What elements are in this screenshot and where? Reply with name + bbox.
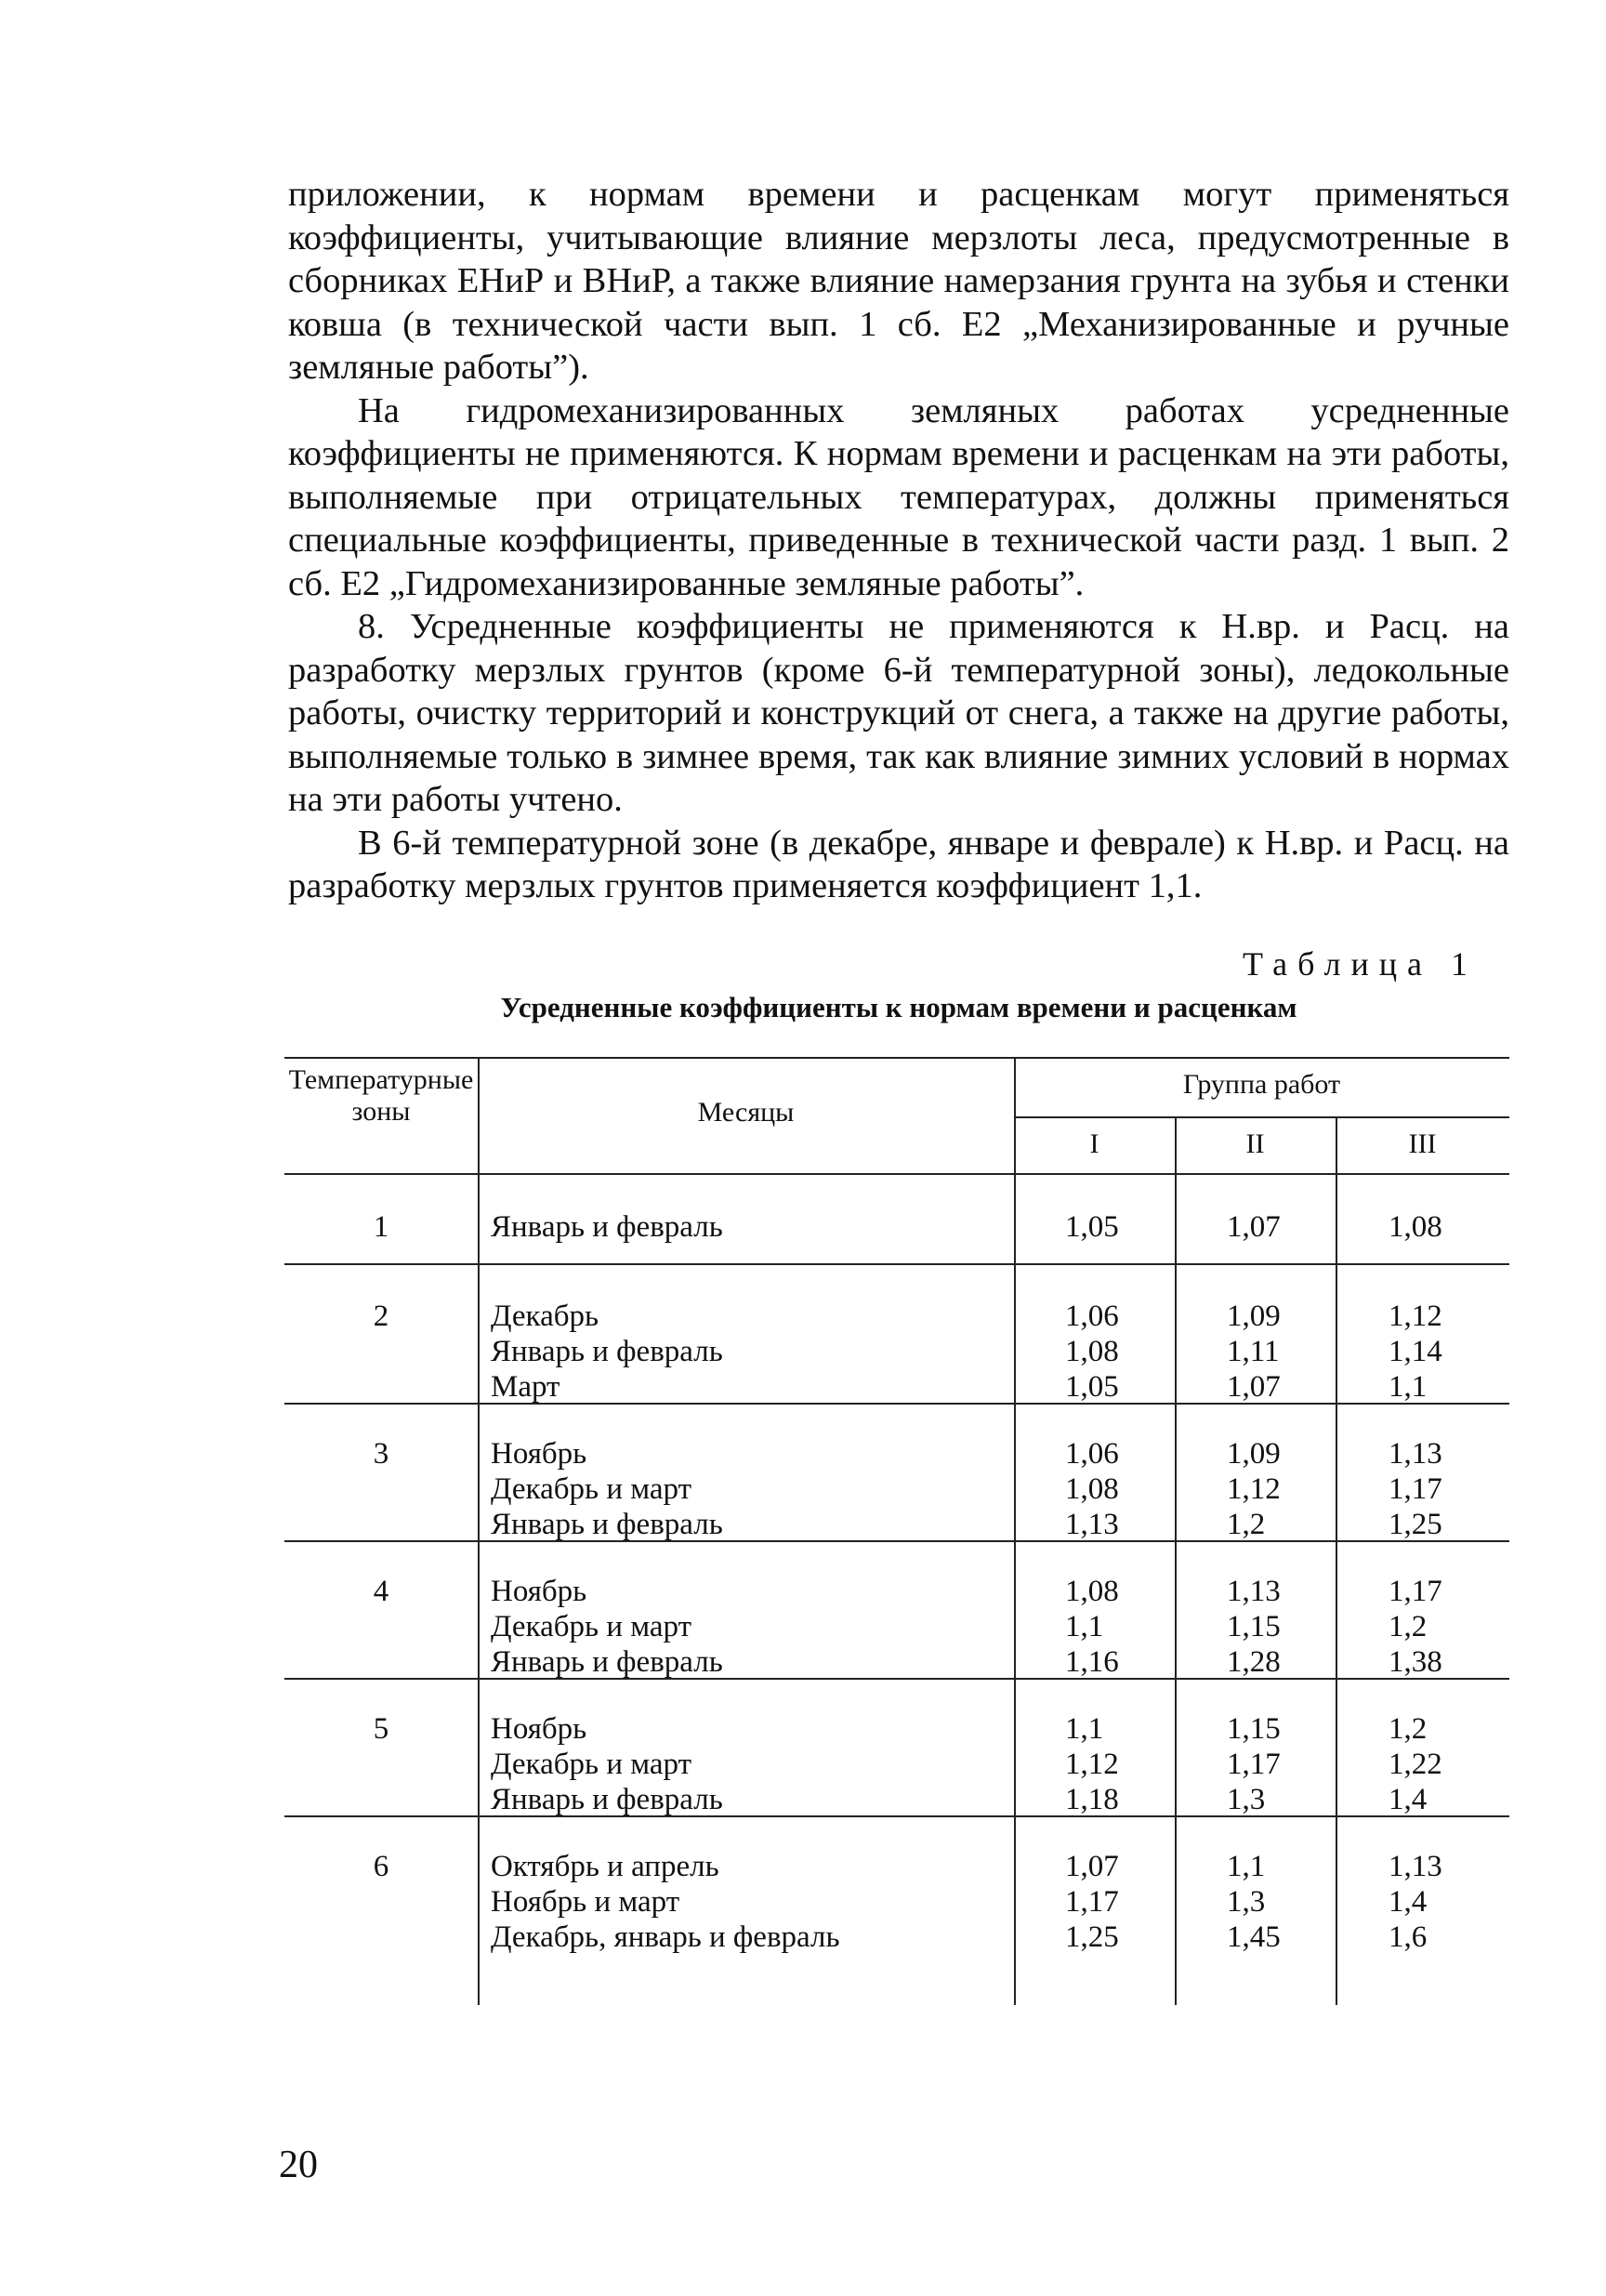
group-3-cell	[1389, 1209, 1500, 1245]
value-line: 1,2	[1389, 1712, 1428, 1746]
value-line: 1,08	[1065, 1575, 1119, 1608]
table-top-rule	[284, 1057, 1509, 1059]
value-line: 1,09	[1227, 1300, 1281, 1333]
value-line: 1,1	[1065, 1610, 1104, 1643]
value-line: 1,13	[1065, 1508, 1119, 1541]
group-3-cell	[1389, 1299, 1500, 1405]
value-line: 1,08	[1065, 1472, 1119, 1506]
paragraph-item-8: 8. Усредненные коэффициенты не применяются к Н.вр. и Расц. на разработку мерзлых грунтов (кроме 6-й температурной зоны), ледокольные работы, очистку территорий и конструкций от снега, а также на другие работы, выполняемые только в зимнее время, так как влияние зимних условий в нормах на эти работы учтено.	[288, 607, 1509, 819]
page-number: 20	[279, 2144, 318, 2186]
value-line: 1,28	[1227, 1645, 1281, 1679]
paragraph-continuation: приложении, к нормам времени и расценкам могут применяться коэффициенты, учитывающие влияние мерзлоты леса, предусмотренные в сборниках ЕНиР и ВНиР, а также влияние намерзания грунта на зубья и стенки ковша (в технической части вып. 1 сб. Е2 „Механизированные и ручные земляные работы”).	[288, 175, 1509, 387]
coefficients-table	[284, 1057, 1509, 2005]
month-line: Декабрь и март	[491, 1610, 692, 1643]
group-1-cell	[1065, 1436, 1228, 1542]
value-line: 1,25	[1389, 1508, 1442, 1541]
zone-cell: 3	[373, 1437, 389, 1471]
value-line: 1,15	[1227, 1610, 1281, 1643]
group-3-cell	[1389, 1711, 1500, 1817]
month-line: Январь и февраль	[491, 1335, 723, 1368]
month-line: Январь и февраль	[491, 1508, 723, 1541]
paragraph-hydromechanized: На гидромеханизированных земляных работах усредненные коэффициенты не применяются. К нормам времени и расценкам на эти работы, выполняемые при отрицательных температурах, должны применяться специальные коэффициенты, приведенные в технической части разд. 1 вып. 2 сб. Е2 „Гидромеханизированные земляные работы”.	[288, 390, 1509, 603]
value-line: 1,06	[1065, 1300, 1119, 1333]
group-2-cell	[1227, 1574, 1389, 1680]
value-line: 1,2	[1227, 1508, 1266, 1541]
group-header-rule	[1014, 1116, 1509, 1118]
group-2-cell	[1227, 1436, 1389, 1542]
value-line: 1,16	[1065, 1645, 1119, 1679]
value-line: 1,17	[1389, 1472, 1442, 1506]
month-line: Октябрь и апрель	[491, 1850, 719, 1883]
header-group-1: I	[1089, 1128, 1099, 1159]
value-line: 1,11	[1227, 1335, 1280, 1368]
value-line: 1,13	[1389, 1437, 1442, 1471]
value-line: 1,17	[1227, 1748, 1281, 1781]
month-line: Декабрь, январь и февраль	[491, 1920, 840, 1954]
value-line: 1,38	[1389, 1645, 1442, 1679]
value-line: 1,1	[1389, 1370, 1428, 1404]
value-line: 1,45	[1227, 1920, 1281, 1954]
zone-cell: 5	[373, 1712, 389, 1746]
header-months: Месяцы	[697, 1097, 795, 1128]
value-line: 1,12	[1227, 1472, 1281, 1506]
value-line: 1,14	[1389, 1335, 1442, 1368]
row-rule	[284, 1263, 1509, 1265]
value-line: 1,22	[1389, 1748, 1442, 1781]
group-1-cell	[1065, 1849, 1228, 1955]
month-line: Январь и февраль	[491, 1645, 723, 1679]
group-1-cell	[1065, 1209, 1228, 1245]
value-line: 1,1	[1227, 1850, 1266, 1883]
value-line: 1,3	[1227, 1783, 1266, 1816]
group-1-cell	[1065, 1574, 1228, 1680]
column-rule	[478, 1057, 480, 2005]
value-line: 1,2	[1389, 1610, 1428, 1643]
month-line: Декабрь и март	[491, 1748, 692, 1781]
header-group-3: III	[1408, 1128, 1437, 1159]
value-line: 1,05	[1065, 1210, 1119, 1244]
header-group-2: II	[1245, 1128, 1265, 1159]
header-group: Группа работ	[1182, 1069, 1341, 1100]
value-line: 1,3	[1227, 1885, 1266, 1919]
value-line: 1,17	[1065, 1885, 1119, 1919]
table-label: Таблица 1	[1243, 945, 1478, 983]
month-line: Ноябрь	[491, 1712, 587, 1746]
header-zones: Температурные зоны	[288, 1064, 474, 1127]
month-line: Декабрь и март	[491, 1472, 692, 1506]
month-line: Ноябрь и март	[491, 1885, 680, 1919]
month-line: Март	[491, 1370, 560, 1404]
group-1-cell	[1065, 1711, 1228, 1817]
group-3-cell	[1389, 1574, 1500, 1680]
value-line: 1,6	[1389, 1920, 1428, 1954]
table-caption: Усредненные коэффициенты к нормам времени и расценкам	[500, 991, 1297, 1023]
month-line: Ноябрь	[491, 1437, 587, 1471]
value-line: 1,17	[1389, 1575, 1442, 1608]
value-line: 1,18	[1065, 1783, 1119, 1816]
value-line: 1,06	[1065, 1437, 1119, 1471]
value-line: 1,08	[1389, 1210, 1442, 1244]
group-1-cell	[1065, 1299, 1228, 1405]
month-line: Январь и февраль	[491, 1210, 723, 1244]
value-line: 1,13	[1389, 1850, 1442, 1883]
value-line: 1,4	[1389, 1783, 1428, 1816]
group-2-cell	[1227, 1299, 1389, 1405]
paragraph-zone-6: В 6-й температурной зоне (в декабре, январе и феврале) к Н.вр. и Расц. на разработку мерзлых грунтов применяется коэффициент 1,1.	[288, 823, 1509, 905]
group-3-cell	[1389, 1849, 1500, 1955]
value-line: 1,1	[1065, 1712, 1104, 1746]
zone-cell: 4	[373, 1575, 389, 1608]
value-line: 1,09	[1227, 1437, 1281, 1471]
month-line: Декабрь	[491, 1300, 599, 1333]
month-line: Ноябрь	[491, 1575, 587, 1608]
value-line: 1,08	[1065, 1335, 1119, 1368]
value-line: 1,25	[1065, 1920, 1119, 1954]
value-line: 1,13	[1227, 1575, 1281, 1608]
group-2-cell	[1227, 1209, 1389, 1245]
month-line: Январь и февраль	[491, 1783, 723, 1816]
value-line: 1,15	[1227, 1712, 1281, 1746]
zone-cell: 6	[373, 1850, 389, 1883]
group-2-cell	[1227, 1849, 1389, 1955]
body-text	[288, 173, 1509, 908]
value-line: 1,07	[1227, 1210, 1281, 1244]
value-line: 1,05	[1065, 1370, 1119, 1404]
group-2-cell	[1227, 1711, 1389, 1817]
zone-cell: 2	[373, 1300, 389, 1333]
value-line: 1,07	[1065, 1850, 1119, 1883]
value-line: 1,12	[1065, 1748, 1119, 1781]
group-3-cell	[1389, 1436, 1500, 1542]
header-bottom-rule	[284, 1173, 1509, 1175]
zone-cell: 1	[373, 1210, 389, 1244]
value-line: 1,12	[1389, 1300, 1442, 1333]
value-line: 1,4	[1389, 1885, 1428, 1919]
value-line: 1,07	[1227, 1370, 1281, 1404]
